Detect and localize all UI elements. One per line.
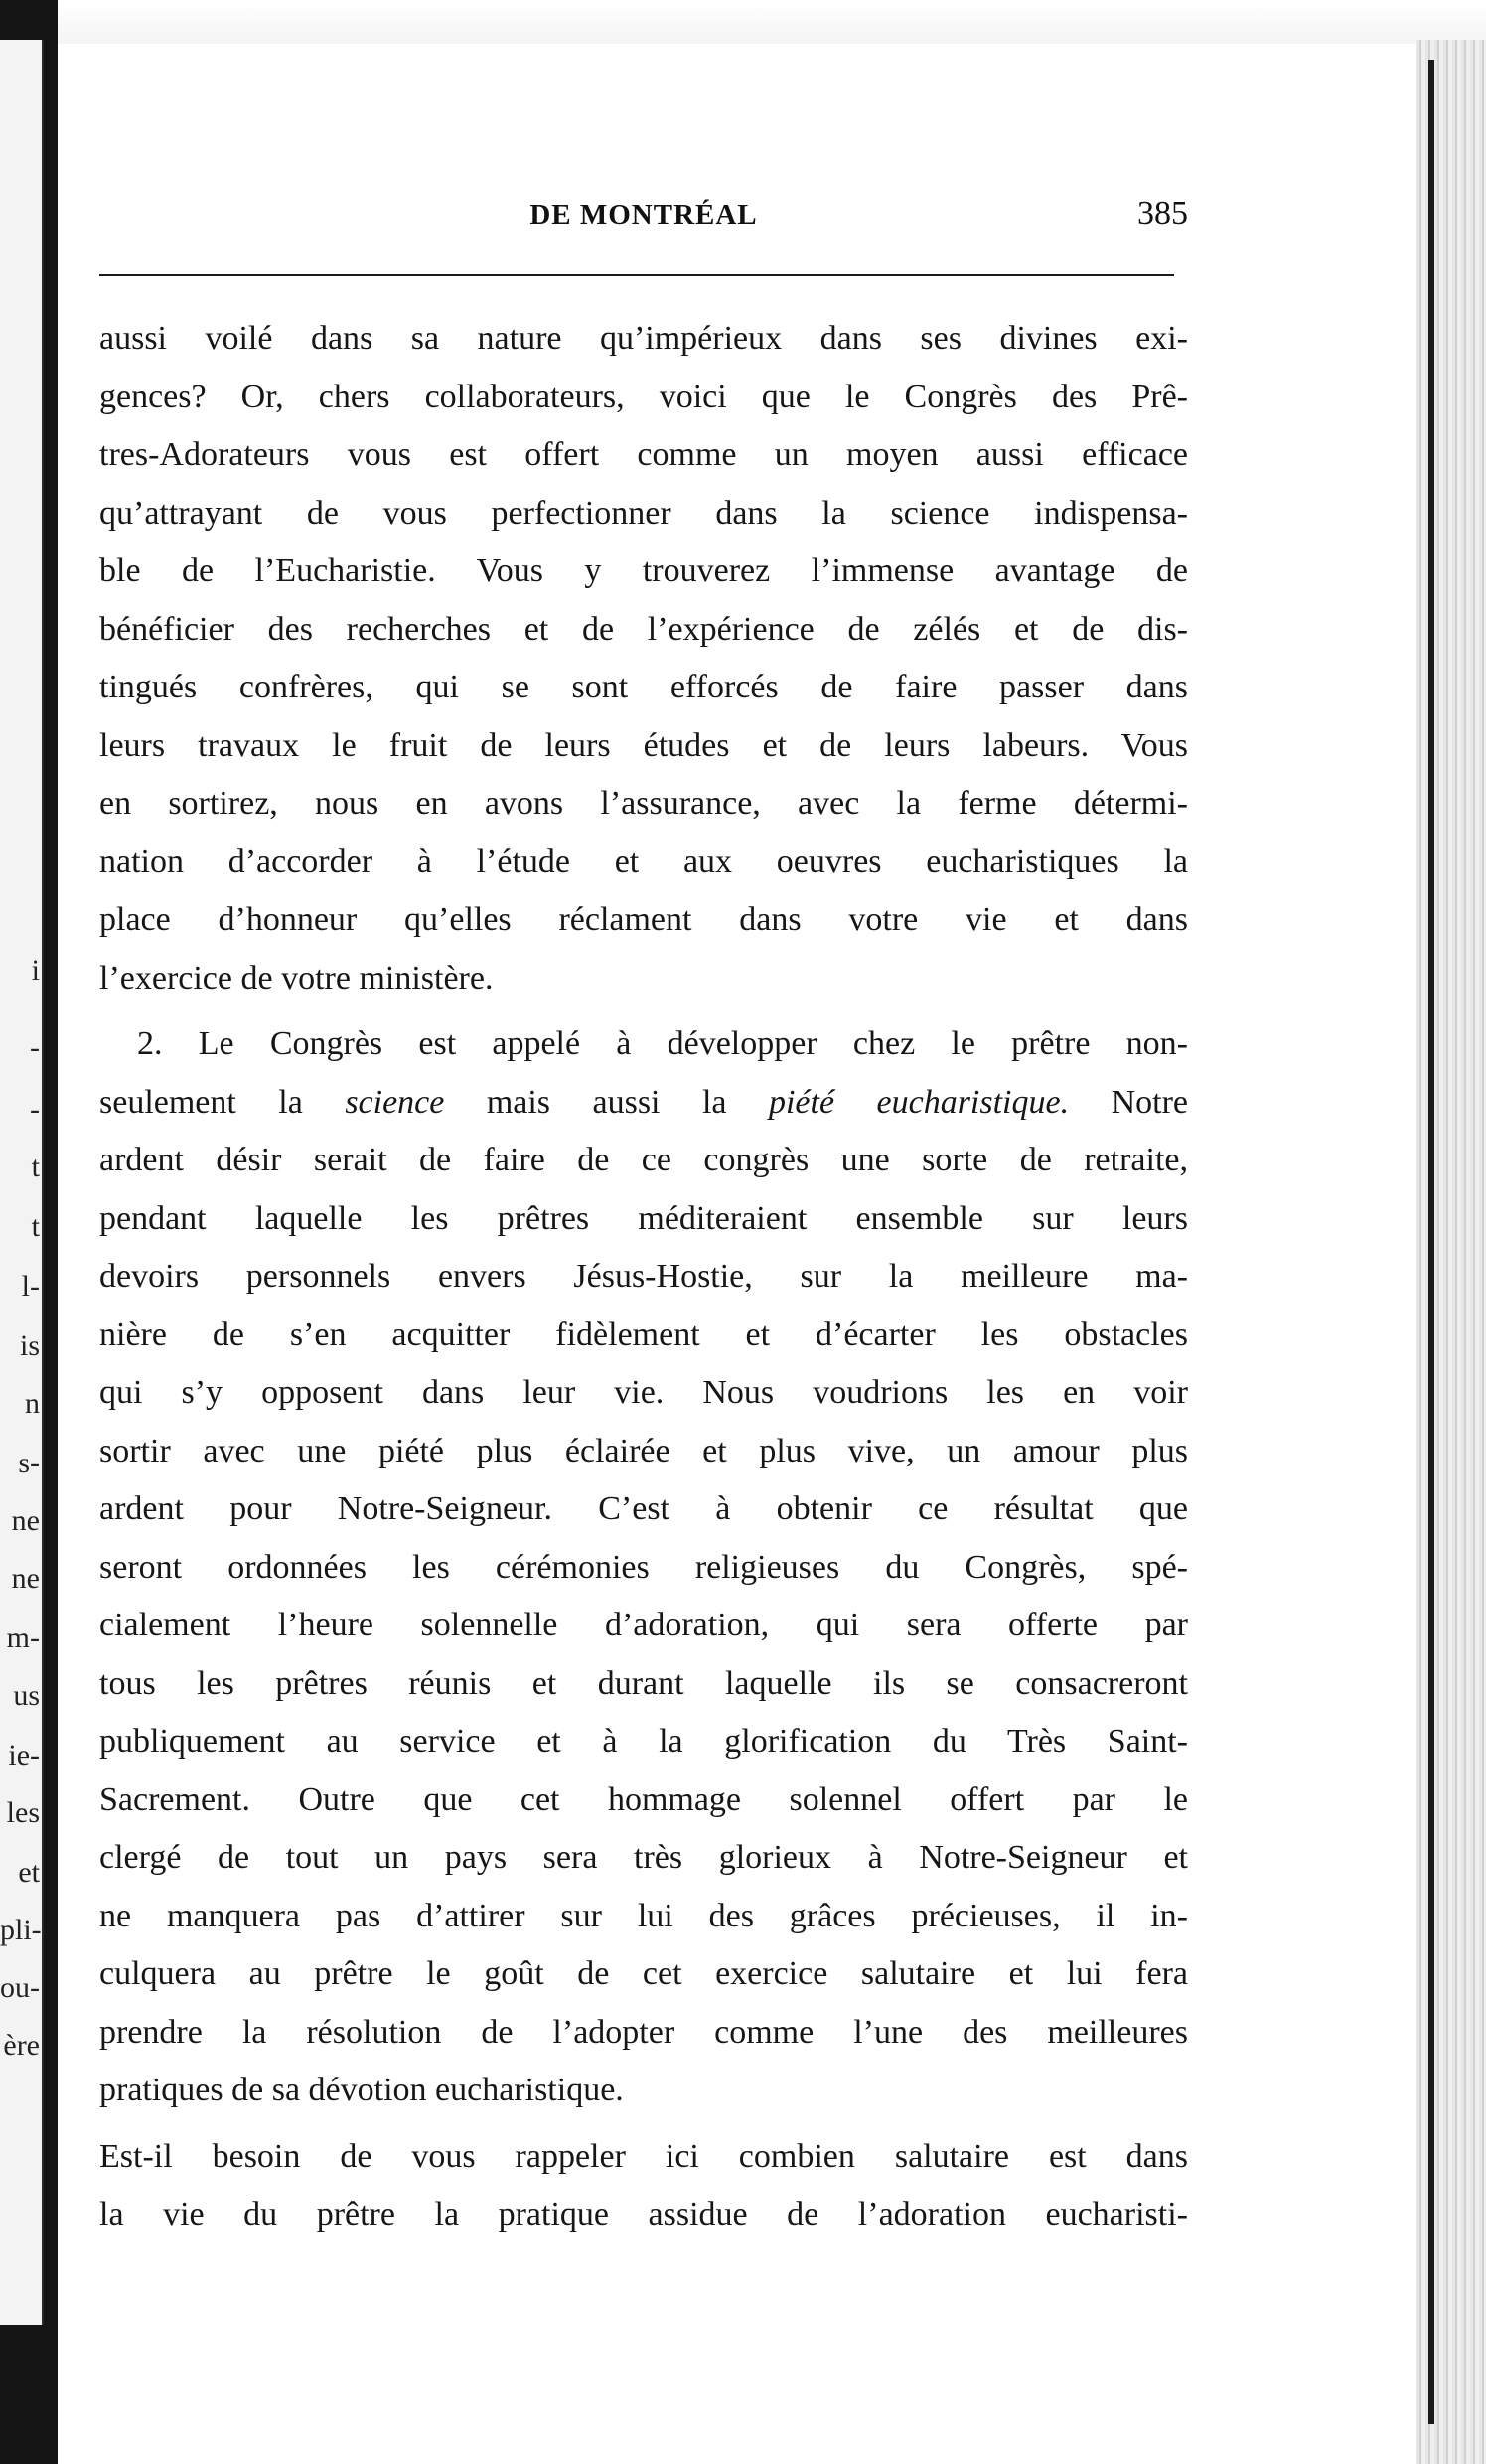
text-line: publiquement au service et à la glorification du Très Saint- <box>99 1723 1188 1760</box>
text-line: pendant laquelle les prêtres méditeraient ensemble sur leurs <box>99 1199 1188 1237</box>
text-line: tingués confrères, qui se sont efforcés de faire passer dans <box>99 669 1188 705</box>
text-line: Est-il besoin de vous rappeler ici combien salutaire est dans <box>99 2137 1188 2175</box>
text-line: l’exercice de votre ministère. <box>99 959 494 997</box>
page-header <box>99 195 1188 248</box>
margin-fragment: pli- <box>0 1914 42 1946</box>
text-line: bénéficier des recherches et de l’expérience de zélés et de dis- <box>99 610 1188 648</box>
text-line: culquera au prêtre le goût de cet exercice salutaire et lui fera <box>99 1955 1188 1992</box>
text-line: clergé de tout un pays sera très glorieux à Notre-Seigneur et <box>99 1839 1188 1876</box>
text-line: pratiques de sa dévotion eucharistique. <box>99 2072 624 2108</box>
margin-fragment: n <box>25 1387 40 1420</box>
margin-fragment: ère <box>3 2029 40 2062</box>
text-line: sortir avec une piété plus éclairée et plus vive, un amour plus <box>99 1432 1188 1469</box>
italic-text: science <box>345 1083 445 1121</box>
text-line: tres-Adorateurs vous est offert comme un moyen aussi efficace <box>99 436 1188 473</box>
margin-fragment: t <box>31 1151 40 1183</box>
margin-fragment: les <box>6 1796 40 1829</box>
text-run: mais aussi la <box>444 1083 769 1121</box>
text-line: tous les prêtres réunis et durant laquelle ils se consacreront <box>99 1664 1188 1702</box>
margin-fragment: s- <box>18 1447 40 1479</box>
text-line: seront ordonnées les cérémonies religieuses du Congrès, spé- <box>99 1548 1188 1586</box>
text-line: cialement l’heure solennelle d’adoration, qui sera offerte par <box>99 1607 1188 1643</box>
body-text <box>99 310 1188 2244</box>
margin-fragment: ne <box>11 1504 40 1537</box>
page-fold-line <box>1428 60 1434 2424</box>
margin-fragment: t <box>31 1210 40 1243</box>
margin-fragment: i <box>31 954 40 987</box>
text-line: la vie du prêtre la pratique assidue de l’adoration eucharisti- <box>99 2196 1188 2233</box>
text-line: en sortirez, nous en avons l’assurance, avec la ferme détermi- <box>99 785 1188 822</box>
running-head: DE MONTRÉAL <box>529 199 758 231</box>
text-line: Sacrement. Outre que cet hommage solennel offert par le <box>99 1780 1188 1818</box>
text-line: qui s’y opposent dans leur vie. Nous voudrions les en voir <box>99 1374 1188 1411</box>
text-line: aussi voilé dans sa nature qu’impérieux dans ses divines exi- <box>99 320 1188 357</box>
text-run: seulement la <box>99 1083 346 1121</box>
text-line: ardent pour Notre-Seigneur. C’est à obtenir ce résultat que <box>99 1490 1188 1527</box>
text-line: ardent désir serait de faire de ce congrès une sorte de retraite, <box>99 1142 1188 1178</box>
text-line: qu’attrayant de vous perfectionner dans la science indispensa- <box>99 494 1188 532</box>
text-run: Notre <box>1069 1083 1188 1121</box>
page-number: 385 <box>1137 195 1188 231</box>
margin-fragment: l- <box>21 1270 40 1303</box>
text-line-mixed <box>99 1074 1188 1133</box>
page-stack-edge <box>1416 40 1486 2464</box>
margin-fragment: - <box>30 1093 40 1126</box>
text-line: ble de l’Eucharistie. Vous y trouverez l’immense avantage de <box>99 552 1188 589</box>
margin-fragment: ie- <box>8 1739 40 1771</box>
margin-fragment: et <box>18 1856 40 1889</box>
text-line: devoirs personnels envers Jésus-Hostie, sur la meilleure ma- <box>99 1258 1188 1295</box>
text-line: 2. Le Congrès est appelé à développer chez le prêtre non- <box>137 1025 1188 1062</box>
margin-fragment: m- <box>6 1621 40 1654</box>
text-line: prendre la résolution de l’adopter comme l’une des meilleures <box>99 2013 1188 2051</box>
text-line: gences? Or, chers collaborateurs, voici que le Congrès des Prê- <box>99 378 1188 415</box>
header-rule <box>99 274 1174 276</box>
margin-fragment: us <box>13 1679 40 1712</box>
margin-fragment: - <box>30 1031 40 1064</box>
margin-fragment: ou- <box>0 1971 40 2004</box>
top-page-edge <box>58 0 1486 46</box>
text-line: place d’honneur qu’elles réclament dans votre vie et dans <box>99 901 1188 938</box>
text-line: nière de s’en acquitter fidèlement et d’écarter les obstacles <box>99 1315 1188 1353</box>
text-line: leurs travaux le fruit de leurs études et de leurs labeurs. Vous <box>99 726 1188 764</box>
previous-page-edge <box>0 40 44 2325</box>
margin-fragment: is <box>19 1329 40 1362</box>
text-line: nation d’accorder à l’étude et aux oeuvres eucharistiques la <box>99 843 1188 880</box>
margin-fragment: ne <box>11 1562 40 1595</box>
text-line: ne manquera pas d’attirer sur lui des grâces précieuses, il in- <box>99 1897 1188 1934</box>
italic-text: piété eucharistique. <box>768 1083 1070 1121</box>
